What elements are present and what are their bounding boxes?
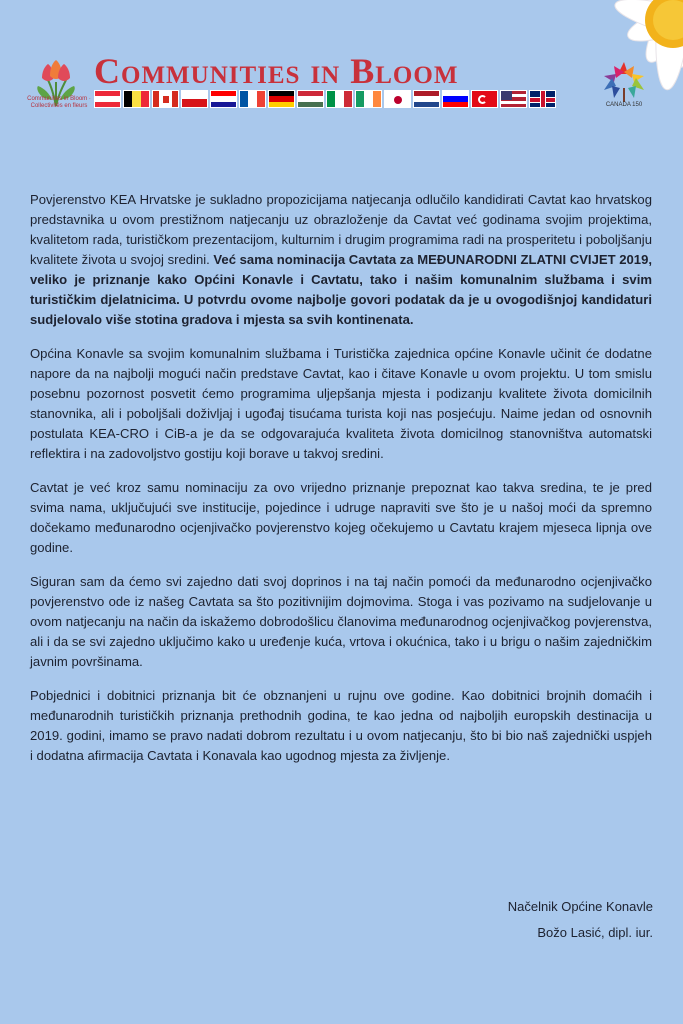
paragraph-bold-text: Već sama nominacija Cavtata za MEĐUNARODNI ZLATNI CVIJET 2019, veliko je priznanje kako Općini Konavle i Cavtatu, tako i našim komunalnim službama i svim turističkim djelatnicima. U potvrdu ovome najbolje govori podatak da je u ovogodišnjoj kandidaturi sudjelovalo više stotina gradova i mjesta sa svih kontinenata.: [30, 252, 652, 327]
paragraph-text: Pobjednici i dobitnici priznanja bit će obznanjeni u rujnu ove godine. Kao dobitnici brojnih domaćih i međunarodnih turističkih priznanja prethodnih godina, te kao jedna od najboljih europskih destinacija u 2019. godini, imamo se pravo nadati dobrom rezultatu i u ovom natjecanju, što bi bio naš zajednički uspjeh i dodatna afirmacija Cavtata i Konavala kao ugodnog mjesta za življenje.: [30, 688, 652, 763]
logo-caption: Communities in Bloom · Collectivités en fleurs: [27, 96, 91, 109]
flag-czech-icon: [181, 90, 208, 108]
paragraph-text: Cavtat je već kroz samu nominaciju za ovo vrijedno priznanje prepoznat kao takva sredina, te je pred svima nama, uključujući sve institucije, pojedince i udruge napraviti sve što je u našoj moći da spremno dočekamo međunarodno ocjenjivačko povjerenstvo kojeg očekujemo u Cavtatu krajem mjeseca lipnja ove godine.: [30, 480, 652, 555]
daisy-flower-icon: [523, 0, 683, 175]
flag-netherlands-icon: [413, 90, 440, 108]
page-title: Communities in Bloom: [94, 51, 459, 91]
flag-austria-icon: [94, 90, 121, 108]
paragraph-text: Siguran sam da ćemo svi zajedno dati svoj doprinos i na taj način pomoći da međunarodno ocjenjivačko povjerenstvo ode iz našeg Cavtata sa što pozitivnijim dojmovima. Stoga i vas pozivamo na sudjelovanje u ovom natjecanju na način da iskažemo dobrodošlicu članovima međunarodnog ocjenjivačkog povjerenstva, ali i da se svi zajedno uključimo kako u uređenje kuća, vrtova i okućnica, tako i u brigu o našim zajedničkim javnim površinama.: [30, 574, 652, 669]
signature-name: Božo Lasić, dipl. iur.: [537, 925, 653, 940]
flag-ireland-icon: [355, 90, 382, 108]
flag-row: [94, 90, 556, 108]
header: [0, 0, 683, 130]
flag-turkey-icon: [471, 90, 498, 108]
logo-caption-right: Collectivités en fleurs: [30, 103, 88, 109]
flag-slovenia-icon: [442, 90, 469, 108]
flag-croatia-icon: [210, 90, 237, 108]
signature-block: [508, 894, 653, 946]
paragraph-text: Općina Konavle sa svojim komunalnim službama i Turistička zajednica općine Konavle učinit će dodatne napore da na najbolji mogući način predstave Cavtat, kao i čitave Konavle u ovom projektu. U tom smislu posebnu pozornost posvetit ćemo programima uljepšanja mjesta i podizanju kvalitete života domicilnih stanovnika, ali i poboljšali doživljaj i ugođaj tisućama turista koji nas posjećuju. Naime jedan od osnovnih postulata KEA-CRO i CiB-a je da se odgovarajuća kvaliteta života domicilnog stanovništva automatski reflektira i na zadovoljstvo gostiju koji borave u takvoj sredini.: [30, 346, 652, 461]
flag-italy-icon: [326, 90, 353, 108]
flag-japan-icon: [384, 90, 411, 108]
paragraph: [30, 686, 652, 766]
paragraph: [30, 478, 652, 558]
paragraph: [30, 572, 652, 672]
canada-caption: CANADA 150: [605, 102, 643, 108]
flag-germany-icon: [268, 90, 295, 108]
paragraph: [30, 344, 652, 464]
flag-france-icon: [239, 90, 266, 108]
paragraph: [30, 190, 652, 330]
paragraph-text: Povjerenstvo KEA Hrvatske je sukladno propozicijama natjecanja odlučilo kandidirati Cavtat kao hrvatskog predstavnika u ovom prestižnom natjecanju uz obrazloženje da Cavtat već godinama svojim projektima, kvalitetom rada, turističkom prezentacijom, kulturnim i drugim programima radi na prosperitetu i poboljšanju kvalitete života u svojoj sredini.: [30, 192, 652, 267]
flag-hungary-icon: [297, 90, 324, 108]
flag-canada-icon: [152, 90, 179, 108]
flag-belgium-icon: [123, 90, 150, 108]
letter-body: [30, 190, 652, 780]
logo-caption-left: Communities in Bloom: [27, 96, 88, 102]
signature-role: Načelnik Općine Konavle: [507, 899, 653, 914]
